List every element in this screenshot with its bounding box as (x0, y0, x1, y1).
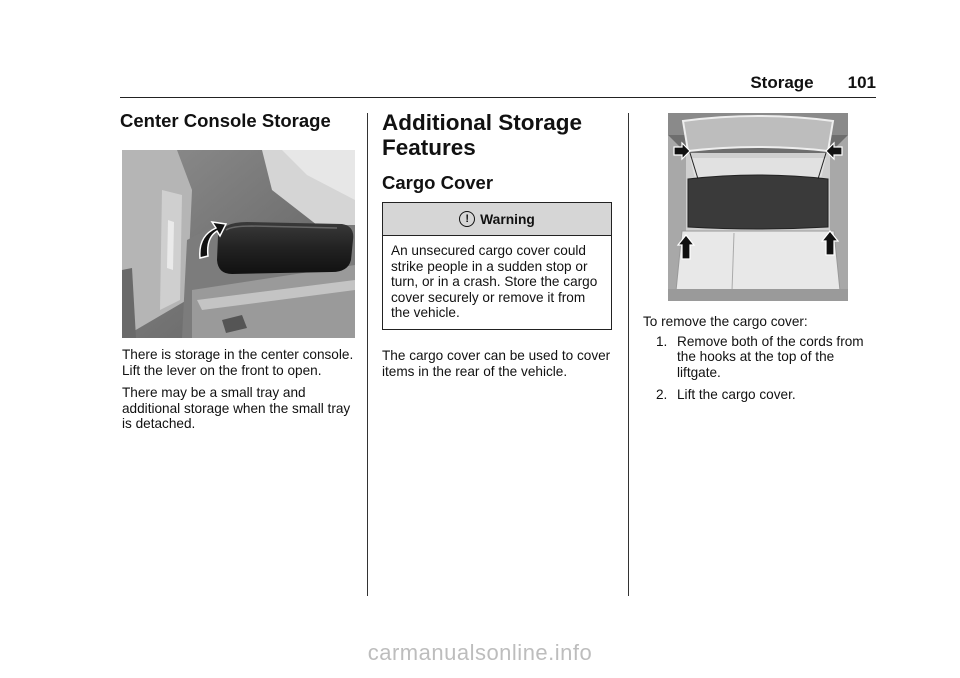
page-header (120, 73, 876, 93)
removal-intro: To remove the cargo cover: (643, 314, 808, 329)
center-console-heading: Center Console Storage (120, 110, 331, 131)
right-column-text (643, 314, 878, 410)
step-text: Remove both of the cords from the hooks at the top of the liftgate. (677, 333, 864, 380)
additional-storage-heading: Additional Storage Features (382, 110, 583, 160)
left-paragraph-1: There is storage in the center console. Lift the lever on the front to open. (122, 347, 354, 378)
center-console-illustration (122, 150, 355, 338)
column-divider-right (628, 113, 629, 596)
warning-box (382, 202, 612, 330)
header-rule (120, 97, 876, 98)
warning-body (383, 236, 611, 321)
page-number: 101 (847, 73, 876, 92)
section-title: Storage (750, 73, 814, 92)
removal-step (643, 334, 878, 381)
warning-symbol-icon: ! (459, 211, 475, 227)
column-divider-left (367, 113, 368, 596)
removal-steps (643, 334, 878, 403)
step-number: 2. (656, 387, 668, 403)
step-text: Lift the cargo cover. (677, 387, 796, 403)
removal-step (643, 387, 878, 403)
warning-header (383, 203, 611, 236)
left-paragraph-2: There may be a small tray and additional storage when the small tray is detached. (122, 385, 351, 432)
cargo-cover-paragraph: The cargo cover can be used to cover items in the rear of the vehicle. (382, 348, 611, 379)
warning-title: Warning (480, 211, 535, 227)
watermark: carmanualsonline.info (367, 640, 593, 665)
cargo-cover-heading: Cargo Cover (382, 172, 494, 193)
left-column-text (122, 347, 355, 432)
warning-text: An unsecured cargo cover could strike people in a sudden stop or turn, or in a crash. Store the cargo cover securely or remove it from the vehicle. (391, 243, 598, 321)
step-number: 1. (656, 333, 668, 349)
cargo-cover-illustration (668, 113, 848, 301)
